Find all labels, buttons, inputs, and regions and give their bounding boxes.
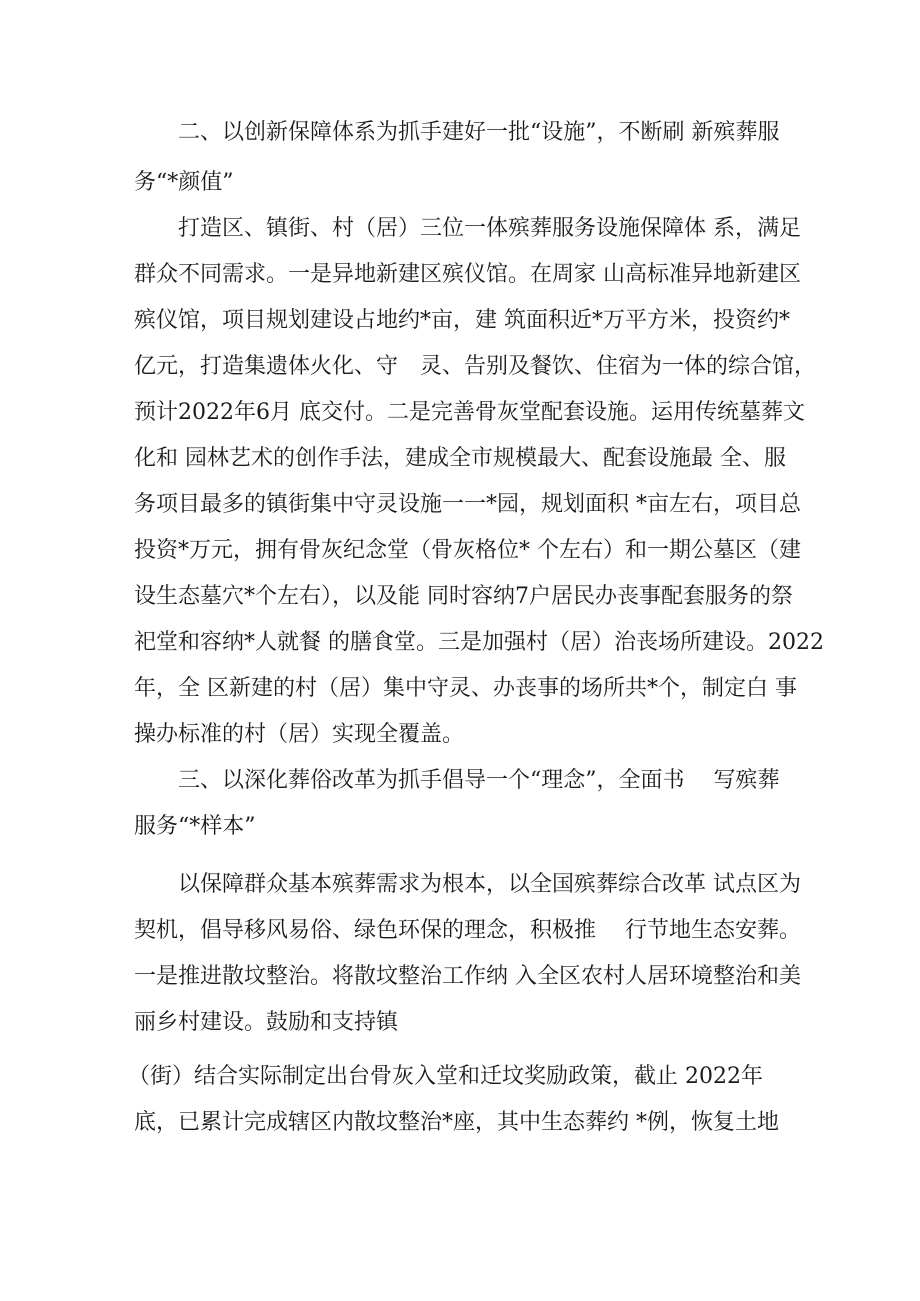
paragraph-line: 年，全 区新建的村（居）集中守灵、办丧事的场所共*个，制定白 事 [134, 676, 797, 701]
section-heading-2-line-2: 务“*颜值” [134, 170, 234, 195]
paragraph-line: 以保障群众基本殡葬需求为根本，以全国殡葬综合改革 试点区为 [178, 872, 801, 897]
paragraph-line: 一是推进散坟整治。将散坟整治工作纳 入全区农村人居环境整治和美 [134, 964, 801, 989]
paragraph-line: 契机，倡导移风易俗、绿色环保的理念，积极推 行节地生态安葬。 [134, 918, 801, 943]
paragraph-line: 操办标准的村（居）实现全覆盖。 [134, 722, 465, 747]
paragraph-line: （街）结合实际制定出台骨灰入堂和迁坟奖励政策，截止 2022年 [128, 1064, 763, 1089]
paragraph-line: 设生态墓穴*个左右），以及能 同时容纳7户居民办丧事配套服务的祭 [134, 584, 793, 609]
paragraph-line: 祀堂和容纳*人就餐 的膳食堂。三是加强村（居）治丧场所建设。2022 [134, 630, 824, 655]
paragraph-line: 底，已累计完成辖区内散坟整治*座，其中生态葬约 *例，恢复土地 [134, 1110, 779, 1135]
paragraph-line: 亿元，打造集遗体火化、守 灵、告别及餐饮、住宿为一体的综合馆， [134, 354, 817, 379]
paragraph-line: 预计2022年6月 底交付。二是完善骨灰堂配套设施。运用传统墓葬文 [134, 400, 805, 425]
section-heading-3-line-1: 三、以深化葬俗改革为抓手倡导一个“理念”，全面书 写殡葬 [178, 768, 780, 793]
paragraph-line: 殡仪馆，项目规划建设占地约*亩，建 筑面积近*万平方米，投资约* [134, 308, 790, 333]
paragraph-line: 化和 园林艺术的创作手法，建成全市规模最大、配套设施最 全、服 [134, 446, 786, 471]
paragraph-line: 打造区、镇街、村（居）三位一体殡葬服务设施保障体 系，满足 [178, 216, 801, 241]
paragraph-line: 群众不同需求。一是异地新建区殡仪馆。在周家 山高标准异地新建区 [134, 262, 801, 287]
section-heading-3-line-2: 服务“*样本” [134, 814, 256, 839]
paragraph-line: 丽乡村建设。鼓励和支持镇 [134, 1010, 399, 1035]
section-heading-2-line-1: 二、以创新保障体系为抓手建好一批“设施”，不断刷 新殡葬服 [178, 120, 780, 145]
paragraph-line: 投资*万元，拥有骨灰纪念堂（骨灰格位* 个左右）和一期公墓区（建 [134, 538, 801, 563]
paragraph-line: 务项目最多的镇街集中守灵设施一一*园，规划面积 *亩左右，项目总 [134, 492, 801, 517]
